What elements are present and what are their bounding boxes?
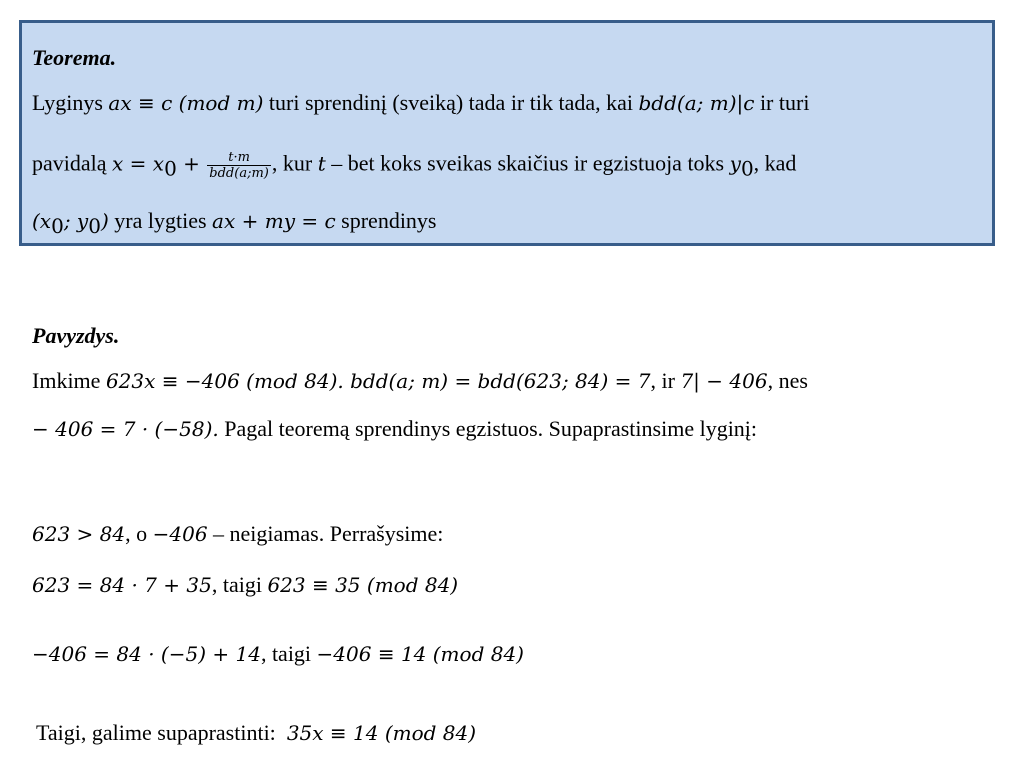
- math-fragment: bdd(a; m)|c: [638, 91, 755, 115]
- text-fragment: , taigi: [211, 572, 268, 597]
- math-fragment: −406: [152, 522, 208, 546]
- example-line-6: [36, 720, 476, 746]
- text-fragment: , o: [125, 521, 153, 546]
- text-fragment: , taigi: [260, 641, 317, 666]
- math-fragment: (mod m): [178, 91, 264, 115]
- subscript: 0: [88, 214, 101, 238]
- subscript: 0: [51, 214, 64, 238]
- theorem-title: Teorema.: [32, 45, 117, 70]
- text-fragment: , ir: [650, 368, 681, 393]
- text-fragment: , nes: [767, 368, 808, 393]
- math-fragment: 623 > 84: [32, 522, 126, 546]
- math-fragment: −406 = 84 · (−5) + 14: [32, 642, 261, 666]
- math-fragment: ax ≡ c: [108, 91, 179, 115]
- math-fragment: y: [729, 151, 741, 176]
- text-fragment: – neigiamas. Perrašysime:: [207, 521, 444, 546]
- math-fragment: ): [100, 209, 109, 233]
- math-fragment: 623x ≡ −406 (mod 84). bdd(a; m) = bdd(623; 84) = 7: [105, 369, 651, 393]
- text-fragment: ir turi: [754, 90, 810, 115]
- example-line-4: [32, 572, 458, 598]
- example-line-5: [32, 641, 524, 667]
- math-fragment: 35x ≡ 14 (mod 84): [286, 721, 477, 745]
- text-fragment: – bet koks sveikas skaičius ir egzistuoja toks: [325, 150, 730, 176]
- theorem-line-1: [32, 90, 809, 116]
- text-fragment: Imkime: [32, 368, 106, 393]
- text-fragment: , kad: [753, 150, 797, 176]
- fraction-denominator: bdd(a;m): [209, 166, 269, 181]
- text-fragment: Taigi, galime supaprastinti:: [36, 720, 287, 745]
- math-fragment: − 406 = 7 · (−58).: [32, 417, 219, 441]
- example-line-3: [32, 521, 443, 547]
- text-fragment: , kur: [271, 150, 318, 176]
- math-fragment: x = x: [112, 151, 165, 176]
- text-fragment: sprendinys: [335, 208, 437, 233]
- text-fragment: turi sprendinį (sveiką) tada ir tik tada, kai: [263, 90, 639, 115]
- math-fragment: ax + my = c: [212, 209, 336, 233]
- fraction-numerator: t·m: [228, 150, 250, 165]
- math-fragment: 623 = 84 · 7 + 35: [32, 573, 212, 597]
- text-fragment: Lyginys: [32, 90, 109, 115]
- theorem-line-3: [32, 208, 437, 238]
- example-line-2: [32, 416, 757, 442]
- fraction: [207, 150, 271, 181]
- math-fragment: −406 ≡ 14 (mod 84): [316, 642, 524, 666]
- subscript: 0: [164, 156, 177, 181]
- text-fragment: yra lygties: [108, 208, 213, 233]
- math-fragment: t: [317, 151, 326, 176]
- text-fragment: Pagal teoremą sprendinys egzistuos. Supaprastinsime lyginį:: [218, 416, 758, 441]
- example-line-1: [32, 368, 808, 394]
- math-fragment: +: [176, 151, 207, 176]
- math-fragment: 7| − 406: [680, 369, 768, 393]
- math-fragment: (x: [32, 209, 52, 233]
- text-fragment: pavidalą: [32, 150, 113, 176]
- math-fragment: 623 ≡ 35 (mod 84): [267, 573, 459, 597]
- theorem-line-2: [32, 150, 796, 181]
- example-title: Pavyzdys.: [32, 323, 120, 348]
- math-fragment: ; y: [63, 209, 89, 233]
- subscript: 0: [740, 156, 754, 181]
